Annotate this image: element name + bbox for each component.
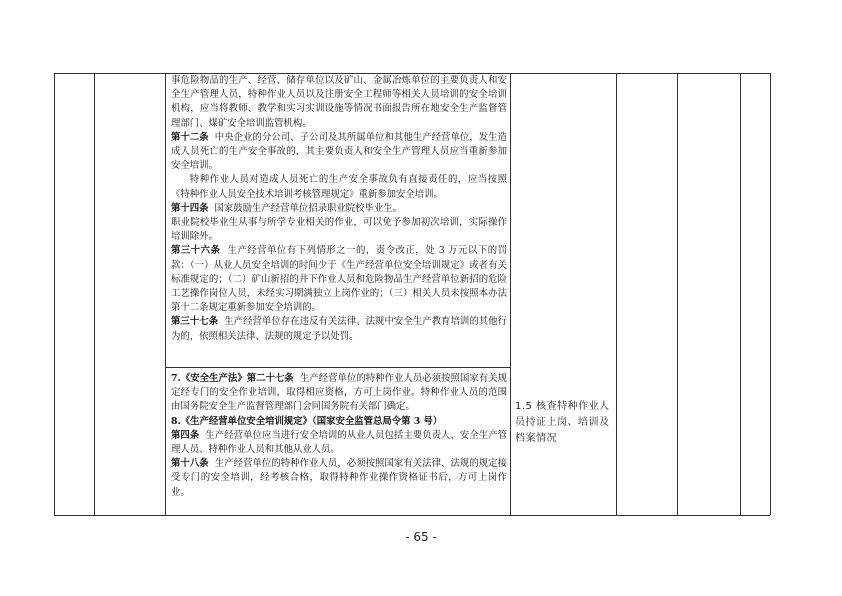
column-border (770, 73, 771, 515)
article-head: 第十二条 (171, 131, 209, 143)
row-border (54, 515, 770, 516)
regulation-text-lower (171, 372, 507, 500)
article-head: 第三十七条 (171, 316, 219, 328)
column-border (677, 73, 678, 515)
paragraph (171, 415, 507, 429)
article-head: 7.《安全生产法》第二十七条 (171, 373, 294, 384)
paragraph: 第十八条 生产经营单位的特种作业人员，必须按照国家有关法律、法规的规定接受专门的安全培训，经考核合格，取得特种作业操作资格证书后，方可上岗作业。 (171, 458, 507, 498)
column-border (54, 73, 55, 515)
row-border (165, 367, 510, 368)
article-head: 第四条 (171, 429, 200, 441)
regulation-text-upper (171, 74, 507, 344)
paragraph: 第十二条 中央企业的分公司、子公司及其所属单位和其他生产经营单位，发生造成人员死亡的生产安全事故的，其主要负责人和安全生产管理人员应当重新参加安全培训。 (171, 131, 507, 172)
column-border (94, 73, 95, 515)
regulation-table (54, 73, 770, 515)
paragraph: 职业院校毕业生从事与所学专业相关的作业，可以免予参加初次培训，实际操作培训除外。 (171, 217, 507, 243)
paragraph: 7.《安全生产法》第二十七条 生产经营单位的特种作业人员必须按照国家有关规定经专门的安全作业培训，取得相应资格，方可上岗作业。特种作业人员的范围由国务院安全生产监督管理部门会同国务院有关部门确定。 (171, 373, 507, 413)
paragraph: 事危险物品的生产、经营、储存单位以及矿山、金属冶炼单位的主要负责人和安全生产管理人员，特种作业人员以及注册安全工程师等相关人员培训的安全培训机构，应当将教师、教学和实习实训设施等情况书面报告所在地安全生产监督管理部门、煤矿安全培训监管机构。 (171, 75, 507, 129)
paragraph: 第三十七条 生产经营单位存在违反有关法律、法规中安全生产教育培训的其他行为的，依照相关法律、法规的规定予以处罚。 (171, 316, 507, 342)
column-border (510, 73, 511, 515)
article-head: 第十四条 (171, 202, 209, 214)
column-border (165, 73, 166, 515)
article-head: 第十八条 (171, 458, 209, 470)
article-head: 第三十六条 (171, 245, 221, 257)
column-border (616, 73, 617, 515)
paragraph: 特种作业人员对造成人员死亡的生产安全事故负有直接责任的，应当按照《特种作业人员安全技术培训考核管理规定》重新参加安全培训。 (171, 174, 507, 200)
page-number: - 65 - (405, 530, 437, 544)
column-border (740, 73, 741, 515)
paragraph: 第十四条 国家鼓励生产经营单位招录职业院校毕业生。 (171, 202, 402, 214)
paragraph: 第三十六条 生产经营单位有下列情形之一的，责令改正，处 3 万元以下的罚款：（一）从业人员安全培训的时间少于《生产经营单位安全培训规定》或者有关标准规定的；（二）矿山新招的井下作业人员和危险物品生产经营单位新招的危险工艺操作岗位人员，未经实习期满独立上岗作业的；（三）相关人员未按照本办法第十二条规定重新参加安全培训的。 (171, 245, 507, 314)
article-head: 8.《生产经营单位安全培训规定》（国家安全监管总局令第 3 号） (171, 415, 443, 427)
check-item: 1.5 核查特种作业人员持证上岗、培训及档案情况 (515, 401, 610, 444)
paragraph: 第四条 生产经营单位应当进行安全培训的从业人员包括主要负责人、安全生产管理人员、特种作业人员和其他从业人员。 (171, 429, 507, 456)
